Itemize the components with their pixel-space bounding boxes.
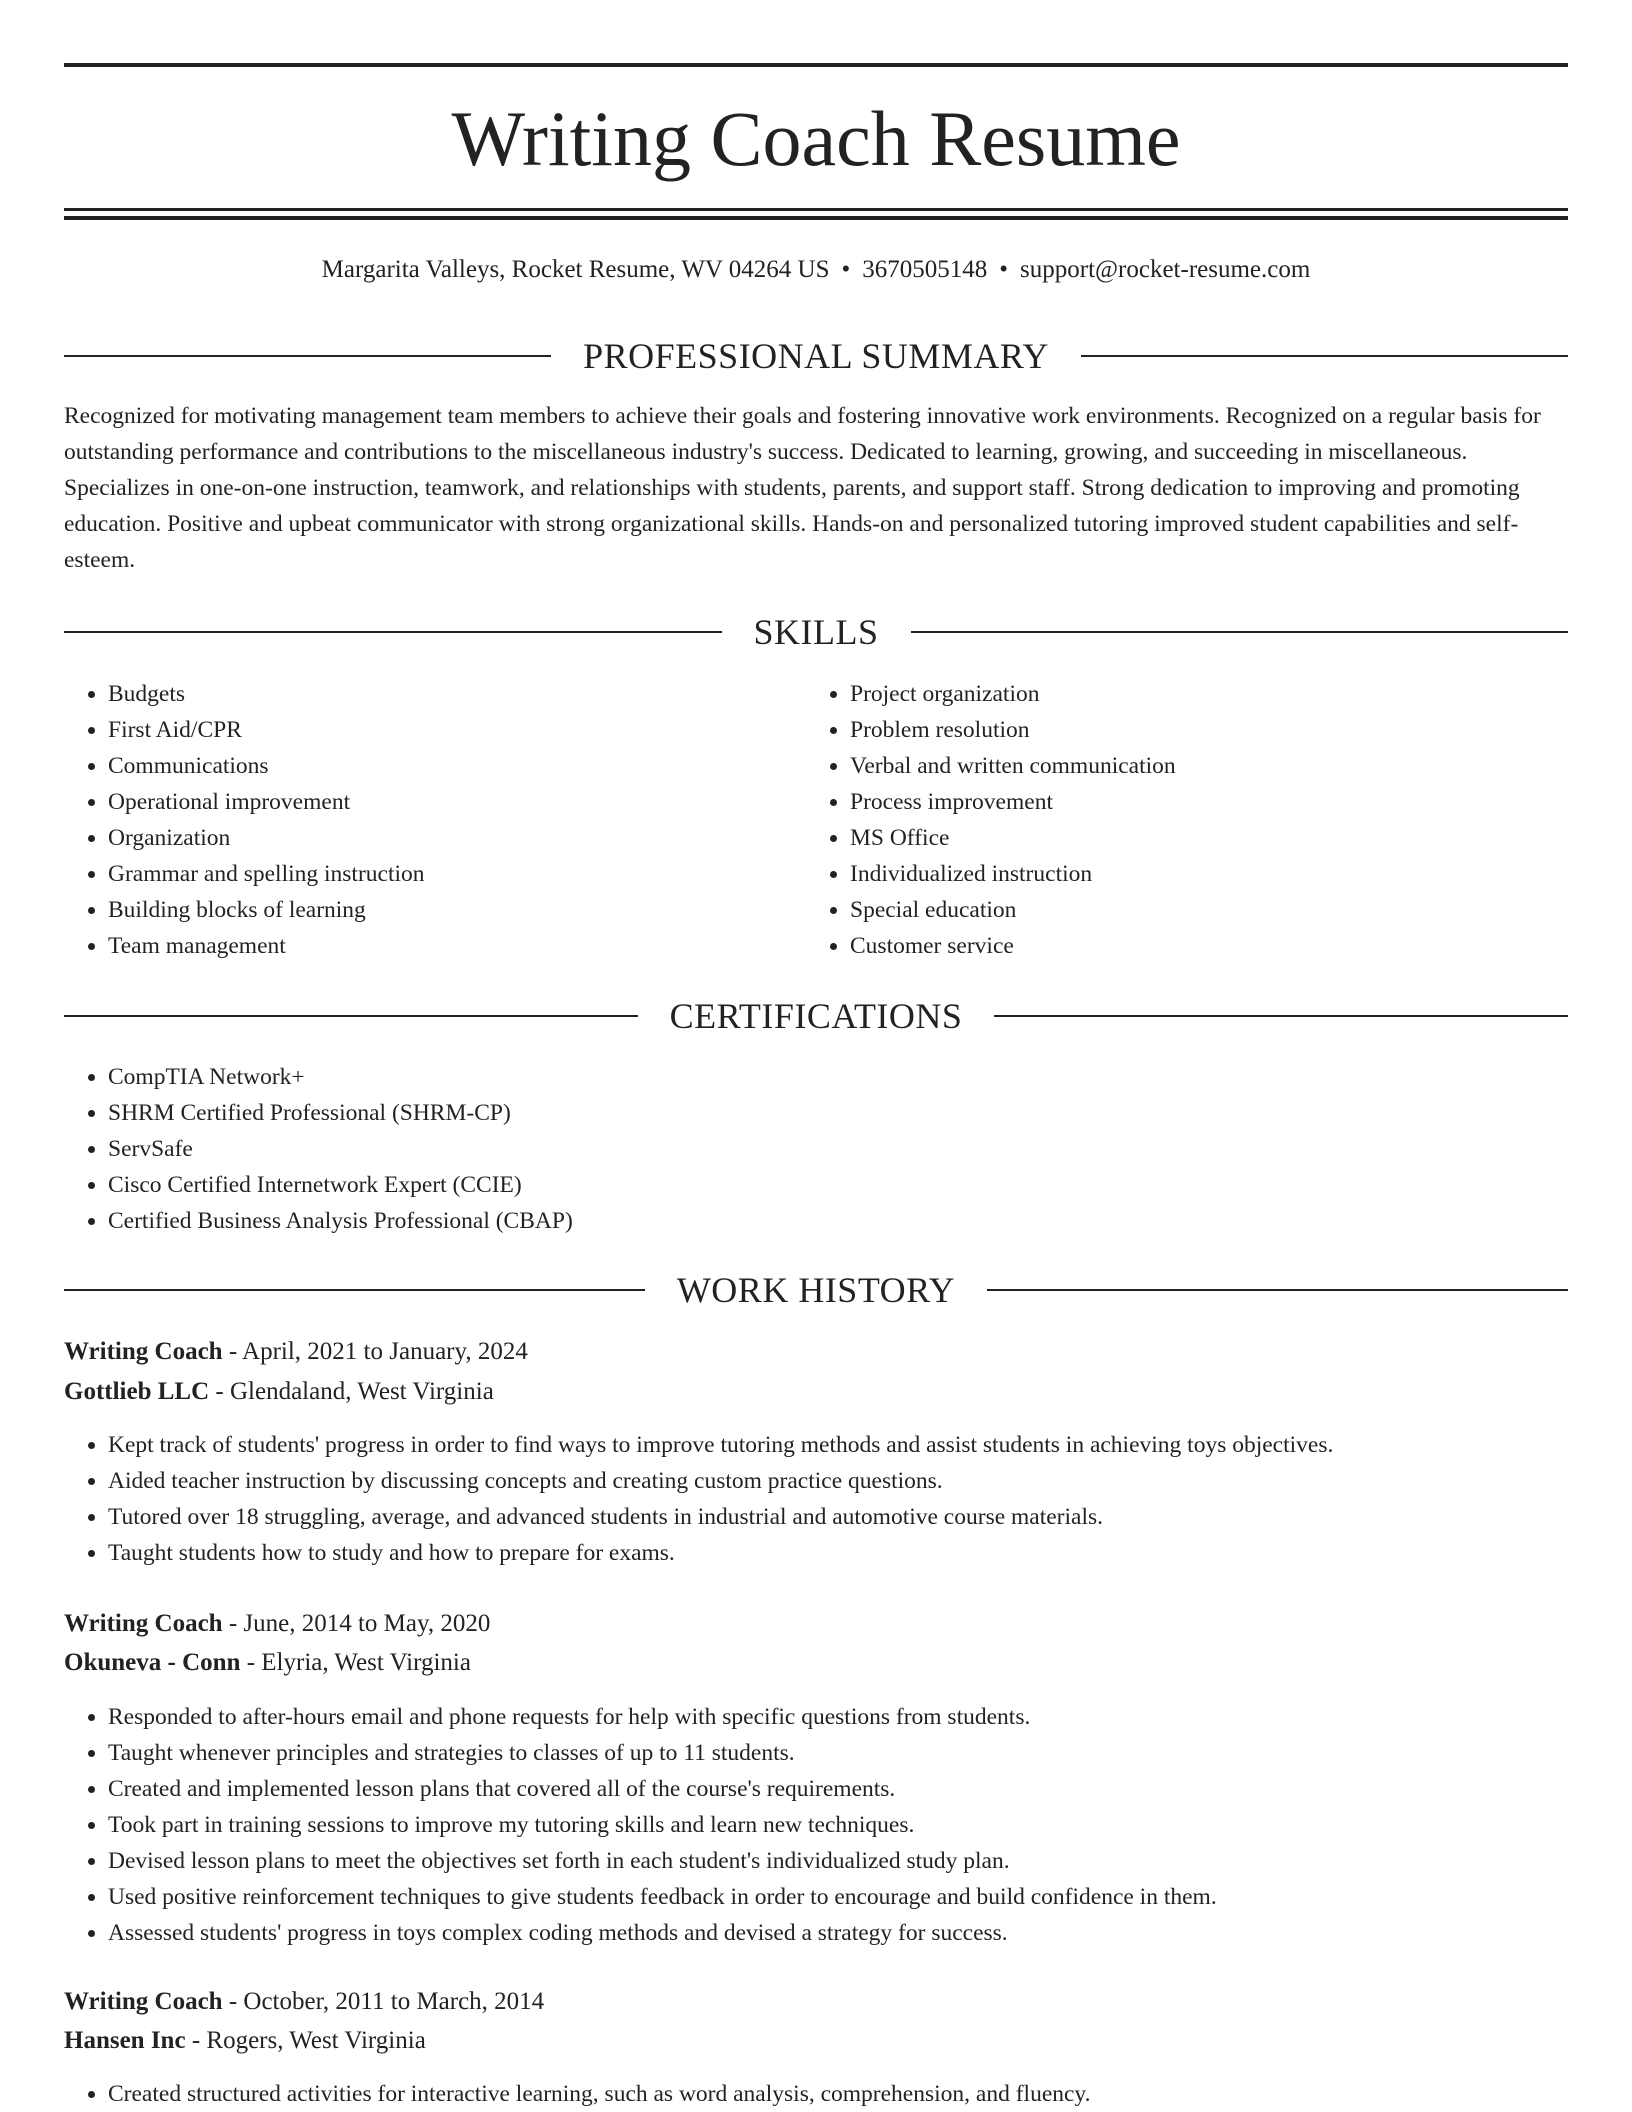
- job-bullet: • Assessed students' progress in toys complex coding methods and devised a strategy for success.: [108, 1915, 1568, 1951]
- skill-item: • Grammar and spelling instruction: [108, 856, 808, 892]
- job-title-line: [64, 1333, 528, 1371]
- heading-rule-left: [64, 1289, 645, 1291]
- job-company-line: [64, 1644, 471, 1682]
- skill-item: • Process improvement: [850, 784, 1610, 820]
- job-bullet: • Tutored over 18 struggling, average, and advanced students in industrial and automotive course materials.: [108, 1499, 1568, 1535]
- job-company-line: [64, 1373, 494, 1411]
- skill-item: • Customer service: [850, 928, 1610, 964]
- skill-item: • Problem resolution: [850, 712, 1610, 748]
- heading-rule-right: [911, 631, 1569, 633]
- heading-rule-right: [994, 1015, 1568, 1017]
- skill-item: • Special education: [850, 892, 1610, 928]
- certification-item: • Cisco Certified Internetwork Expert (CCIE): [108, 1167, 1568, 1203]
- heading-rule-right: [1081, 355, 1568, 357]
- summary-heading-label: PROFESSIONAL SUMMARY: [583, 336, 1049, 376]
- job-bullet: • Aided teacher instruction by discussing concepts and creating custom practice questions.: [108, 1463, 1568, 1499]
- title-rule-lower: [64, 216, 1568, 220]
- job-location: - Elyria, West Virginia: [240, 1649, 471, 1676]
- page-title: Writing Coach Resume: [451, 95, 1181, 182]
- certification-item: • Certified Business Analysis Professional (CBAP): [108, 1203, 1568, 1239]
- skill-item: • Individualized instruction: [850, 856, 1610, 892]
- skill-item: • Building blocks of learning: [108, 892, 808, 928]
- job-dates: - June, 2014 to May, 2020: [222, 1610, 491, 1637]
- job-bullet: • Created structured activities for interactive learning, such as word analysis, comprehension, and fluency.: [108, 2076, 1568, 2112]
- job-bullet: • Taught whenever principles and strategies to classes of up to 11 students.: [108, 1735, 1568, 1771]
- job-bullet: • Took part in training sessions to improve my tutoring skills and learn new techniques.: [108, 1807, 1568, 1843]
- job-title-line: [64, 1983, 544, 2021]
- skills-list-right: [806, 676, 1610, 964]
- heading-rule-right: [987, 1289, 1568, 1291]
- work-history-heading-label: WORK HISTORY: [676, 1270, 956, 1310]
- skill-item: • First Aid/CPR: [108, 712, 808, 748]
- skills-section-heading: [64, 608, 1568, 656]
- skill-item: • Verbal and written communication: [850, 748, 1610, 784]
- job-bullet: • Created and implemented lesson plans that covered all of the course's requirements.: [108, 1771, 1568, 1807]
- heading-rule-left: [64, 1015, 638, 1017]
- heading-rule-left: [64, 631, 722, 633]
- job-bullet: • Kept track of students' progress in order to find ways to improve tutoring methods and assist students in achieving toys objectives.: [108, 1427, 1568, 1463]
- skills-list-left: [64, 676, 808, 964]
- certifications-section-heading: [64, 992, 1568, 1040]
- job-location: - Rogers, West Virginia: [185, 2027, 426, 2054]
- job-location: - Glendaland, West Virginia: [209, 1378, 494, 1405]
- certification-item: • SHRM Certified Professional (SHRM-CP): [108, 1095, 1568, 1131]
- job-company-line: [64, 2022, 426, 2060]
- heading-rule-left: [64, 355, 551, 357]
- job-company: Okuneva - Conn: [64, 1649, 241, 1676]
- job-title: Writing Coach: [64, 1610, 223, 1637]
- skill-item: • Project organization: [850, 676, 1610, 712]
- summary-section-heading: [64, 332, 1568, 380]
- job-dates: - April, 2021 to January, 2024: [222, 1338, 528, 1365]
- job-bullet-list: [64, 1699, 1568, 1951]
- job-title: Writing Coach: [64, 1338, 223, 1365]
- skill-item: • Organization: [108, 820, 808, 856]
- certification-item: • ServSafe: [108, 1131, 1568, 1167]
- contact-line: [64, 252, 1568, 288]
- skill-item: • MS Office: [850, 820, 1610, 856]
- certifications-list: [64, 1059, 1568, 1239]
- certifications-heading-label: CERTIFICATIONS: [669, 996, 963, 1036]
- job-title: Writing Coach: [64, 1988, 223, 2015]
- contact-separator: •: [841, 256, 851, 283]
- job-bullet: • Taught students how to study and how to prepare for exams.: [108, 1535, 1568, 1571]
- skill-item: • Team management: [108, 928, 808, 964]
- work-history-section-heading: [64, 1266, 1568, 1314]
- top-rule: [64, 63, 1568, 67]
- contact-address: Margarita Valleys, Rocket Resume, WV 04264 US: [321, 256, 830, 283]
- skill-item: • Operational improvement: [108, 784, 808, 820]
- job-bullet: • Responded to after-hours email and phone requests for help with specific questions from students.: [108, 1699, 1568, 1735]
- job-company: Gottlieb LLC: [64, 1378, 210, 1405]
- title-rule-upper: [64, 208, 1568, 211]
- job-company: Hansen Inc: [64, 2027, 186, 2054]
- certification-item: • CompTIA Network+: [108, 1059, 1568, 1095]
- job-bullet-list: [64, 2076, 1568, 2112]
- job-bullet-list: [64, 1427, 1568, 1571]
- skills-heading-label: SKILLS: [753, 612, 879, 652]
- contact-separator: •: [999, 256, 1009, 283]
- contact-phone: 3670505148: [862, 256, 988, 283]
- contact-email: support@rocket-resume.com: [1020, 256, 1311, 283]
- job-title-line: [64, 1605, 490, 1643]
- skill-item: • Communications: [108, 748, 808, 784]
- job-bullet: • Devised lesson plans to meet the objectives set forth in each student's individualized study plan.: [108, 1843, 1568, 1879]
- job-bullet: • Used positive reinforcement techniques to give students feedback in order to encourage and build confidence in them.: [108, 1879, 1568, 1915]
- skill-item: • Budgets: [108, 676, 808, 712]
- summary-paragraph: Recognized for motivating management team members to achieve their goals and fostering innovative work environments. Recognized on a regular basis for outstanding performance and contributions to the miscellaneous industry's success. Dedicated to learning, growing, and succeeding in miscellaneous. Specializes in one-on-one instruction, teamwork, and relationships with students, parents, and support staff. Strong dedication to improving and promoting education. Positive and upbeat communicator with strong organizational skills. Hands-on and personalized tutoring improved student capabilities and self-esteem.: [64, 403, 1541, 573]
- job-dates: - October, 2011 to March, 2014: [222, 1988, 545, 2015]
